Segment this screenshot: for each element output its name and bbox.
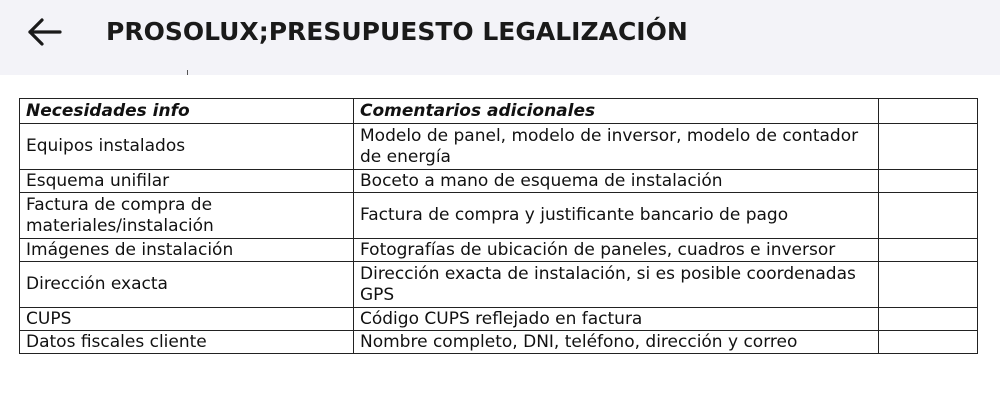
cell-need: Imágenes de instalación [20, 239, 354, 262]
cell-comment: Nombre completo, DNI, teléfono, dirección y correo [354, 331, 879, 354]
header-extra [879, 99, 978, 124]
cell-need: Equipos instalados [20, 124, 354, 170]
table-header-row [20, 99, 978, 124]
cell-comment: Dirección exacta de instalación, si es posible coordenadas GPS [354, 262, 879, 308]
cell-comment: Boceto a mano de esquema de instalación [354, 170, 879, 193]
cell-need: Datos fiscales cliente [20, 331, 354, 354]
header-comments: Comentarios adicionales [354, 99, 879, 124]
cell-need: CUPS [20, 308, 354, 331]
cell-need: Factura de compra de materiales/instalación [20, 193, 354, 239]
table-row [20, 239, 978, 262]
cell-extra [879, 170, 978, 193]
cell-extra [879, 331, 978, 354]
app-header [0, 0, 1000, 75]
cell-need: Dirección exacta [20, 262, 354, 308]
table-row [20, 262, 978, 308]
back-button[interactable] [22, 14, 66, 50]
requirements-table [19, 98, 978, 354]
table-row [20, 170, 978, 193]
cell-need: Esquema unifilar [20, 170, 354, 193]
cell-comment: Factura de compra y justificante bancario de pago [354, 193, 879, 239]
table-row [20, 193, 978, 239]
cell-extra [879, 262, 978, 308]
cell-comment: Fotografías de ubicación de paneles, cuadros e inversor [354, 239, 879, 262]
page-title: PROSOLUX;PRESUPUESTO LEGALIZACIÓN [106, 17, 688, 46]
cell-extra [879, 193, 978, 239]
cell-comment: Modelo de panel, modelo de inversor, modelo de contador de energía [354, 124, 879, 170]
cursor-mark [187, 70, 188, 75]
cell-extra [879, 239, 978, 262]
arrow-left-icon [22, 14, 66, 50]
cell-extra [879, 124, 978, 170]
table-row [20, 124, 978, 170]
cell-comment: Código CUPS reflejado en factura [354, 308, 879, 331]
header-needs: Necesidades info [20, 99, 354, 124]
cell-extra [879, 308, 978, 331]
table-row [20, 308, 978, 331]
table-row [20, 331, 978, 354]
